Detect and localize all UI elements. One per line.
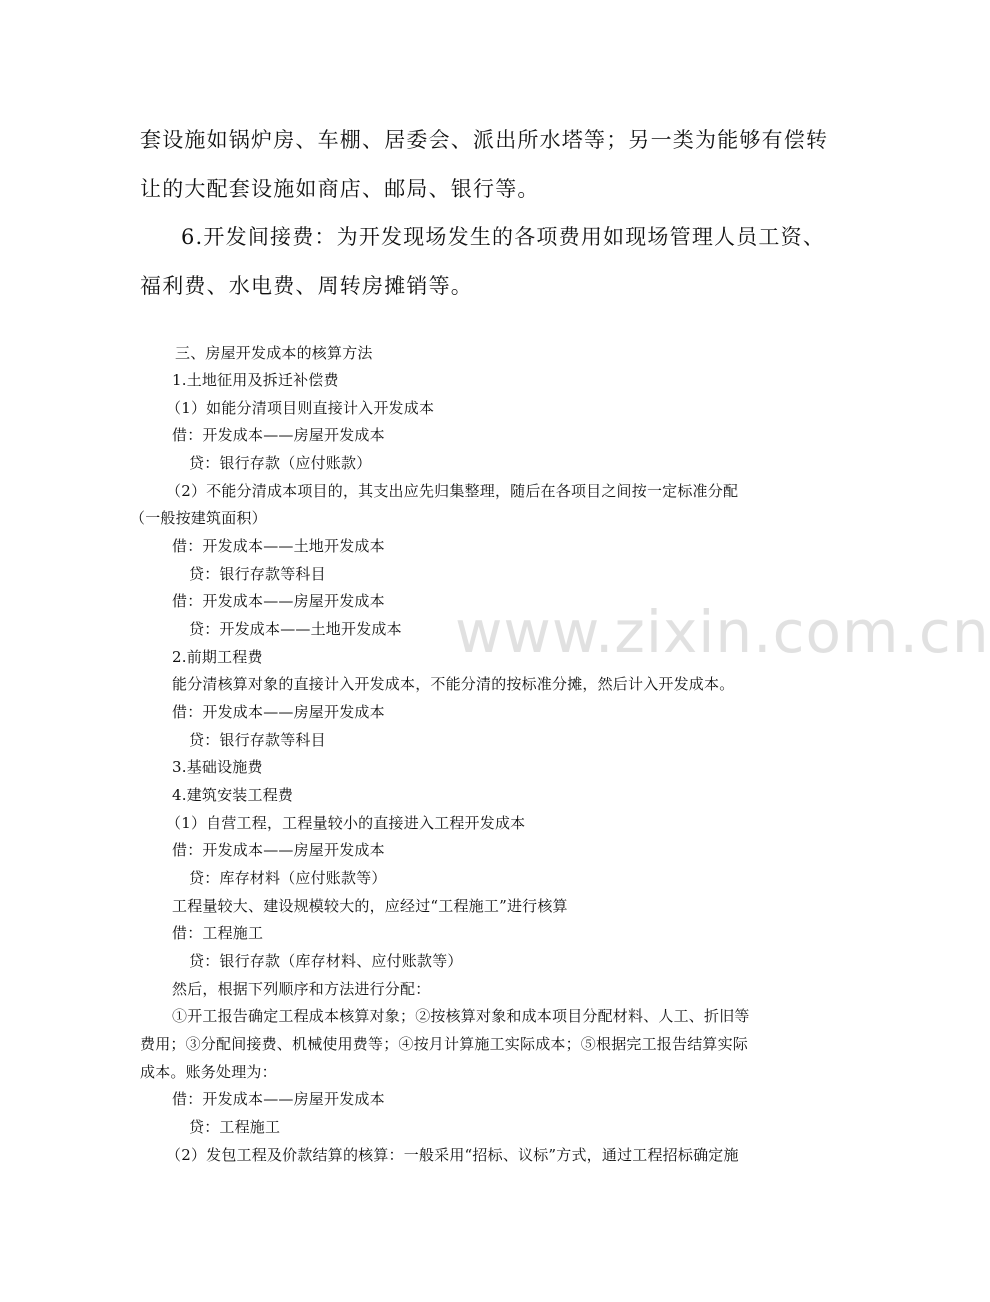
body-line: 然后，根据下列顺序和方法进行分配： (172, 980, 431, 998)
body-line: 借：开发成本——房屋开发成本 (172, 1090, 385, 1108)
body-line: （一般按建筑面积） (130, 509, 267, 527)
paragraph-line: 让的大配套设施如商店、邮局、银行等。 (140, 177, 540, 201)
body-line: 工程量较大、建设规模较大的，应经过“工程施工”进行核算 (172, 897, 568, 915)
body-line: 2.前期工程费 (172, 648, 263, 666)
section-heading: 三、房屋开发成本的核算方法 (175, 344, 373, 362)
body-line: 贷：工程施工 (189, 1118, 281, 1136)
paragraph-line: 套设施如锅炉房、车棚、居委会、派出所水塔等；另一类为能够有偿转 (140, 128, 829, 152)
body-line: 借：开发成本——房屋开发成本 (172, 592, 385, 610)
body-line: 借：开发成本——土地开发成本 (172, 537, 385, 555)
body-line: 借：工程施工 (172, 924, 264, 942)
body-line: 1.土地征用及拆迁补偿费 (172, 371, 339, 389)
body-line: （1）自营工程，工程量较小的直接进入工程开发成本 (166, 814, 526, 832)
body-line: 贷：银行存款等科目 (189, 565, 326, 583)
body-line: 贷：库存材料（应付账款等） (189, 869, 387, 887)
paragraph-line: 福利费、水电费、周转房摊销等。 (140, 274, 473, 298)
body-line: ①开工报告确定工程成本核算对象；②按核算对象和成本项目分配材料、人工、折旧等 (172, 1007, 750, 1025)
paragraph-line: 6.开发间接费：为开发现场发生的各项费用如现场管理人员工资、 (181, 225, 826, 249)
body-line: 贷：银行存款（应付账款） (189, 454, 372, 472)
body-line: 贷：开发成本——土地开发成本 (189, 620, 402, 638)
body-line: 借：开发成本——房屋开发成本 (172, 841, 385, 859)
body-line: 能分清核算对象的直接计入开发成本，不能分清的按标准分摊，然后计入开发成本。 (172, 675, 735, 693)
body-line: （2）不能分清成本项目的，其支出应先归集整理，随后在各项目之间按一定标准分配 (166, 482, 739, 500)
body-line: 成本。账务处理为： (140, 1063, 277, 1081)
body-line: 3.基础设施费 (172, 758, 263, 776)
body-line: 贷：银行存款等科目 (189, 731, 326, 749)
body-line: 贷：银行存款（库存材料、应付账款等） (189, 952, 463, 970)
body-line: 费用；③分配间接费、机械使用费等；④按月计算施工实际成本；⑤根据完工报告结算实际 (140, 1035, 749, 1053)
body-line: （1）如能分清项目则直接计入开发成本 (166, 399, 435, 417)
body-line: （2）发包工程及价款结算的核算：一般采用“招标、议标”方式，通过工程招标确定施 (166, 1146, 739, 1164)
body-line: 借：开发成本——房屋开发成本 (172, 703, 385, 721)
watermark: www.zixin.com.cn (455, 598, 990, 666)
body-line: 4.建筑安装工程费 (172, 786, 294, 804)
body-line: 借：开发成本——房屋开发成本 (172, 426, 385, 444)
